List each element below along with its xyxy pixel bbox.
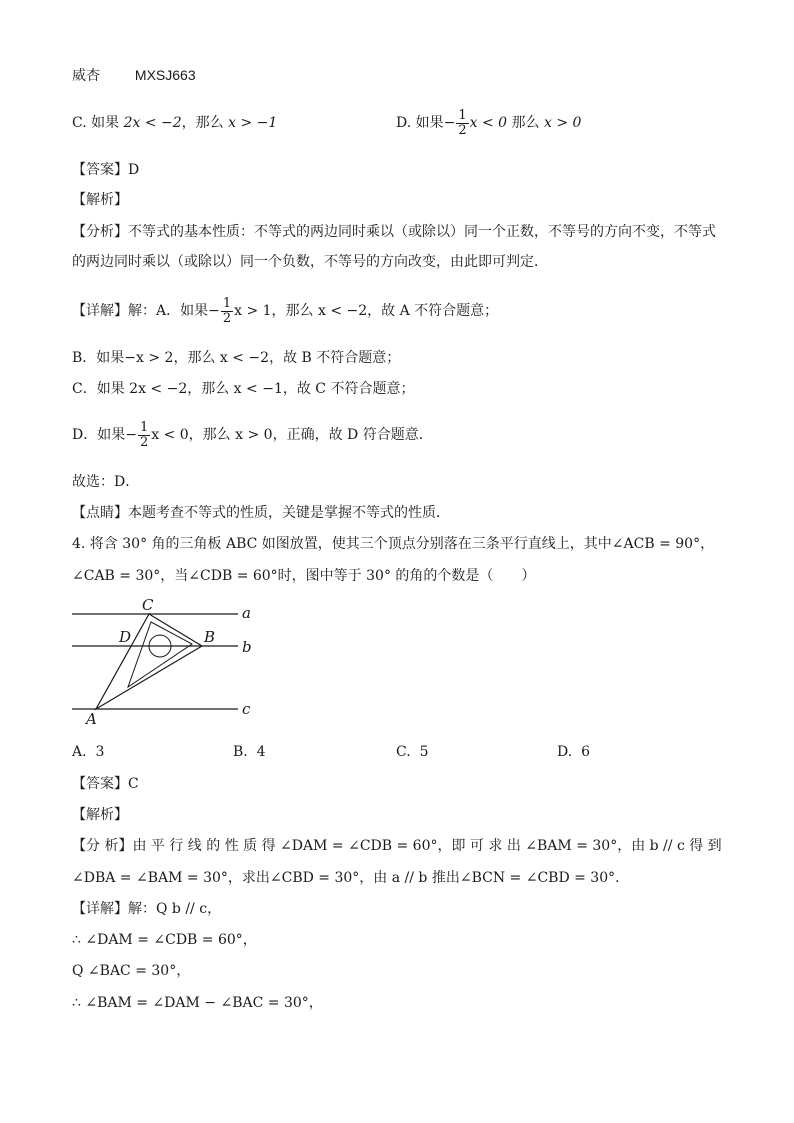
q3-detail-b: B．如果−x > 2，那么 x < −2，故 B 不符合题意； <box>72 350 401 366</box>
label-line-a: a <box>242 604 251 622</box>
q4-detail-4: ∴ ∠BAM = ∠DAM − ∠BAC = 30°， <box>72 995 323 1011</box>
q4-detail-3: Q ∠BAC = 30°， <box>72 963 191 979</box>
fraction: $\frac{1}{2}$ <box>458 107 467 138</box>
label-line-c: c <box>242 700 251 718</box>
q3-option-d: D. 如果− $\frac{1}{2}$ x < 0 那么 x > 0 <box>396 107 582 138</box>
q3-detail-d: D．如果− $\frac{1}{2}$ x < 0，那么 x > 0，正确，故 D 符合题意． <box>72 419 433 450</box>
q4-figure <box>66 592 276 728</box>
q4-analysis-tag: 【解析】 <box>72 807 128 823</box>
q4-stem-line1: 4. 将含 30° 角的三角板 ABC 如图放置，使其三个顶点分别落在三条平行直线上，其中∠ACB = 90°， <box>72 536 715 552</box>
header-code: MXSJ663 <box>134 67 196 83</box>
q3-comment: 【点睛】本题考查不等式的性质，关键是掌握不等式的性质． <box>72 505 450 521</box>
q4-option-a: A. 3 <box>72 744 105 760</box>
q3-detail-c: C．如果 2x < −2，那么 x < −1，故 C 不符合题意； <box>72 381 415 397</box>
q3-answer: 【答案】D <box>72 162 140 178</box>
q4-detail-2: ∴ ∠DAM = ∠CDB = 60°， <box>72 932 257 948</box>
q3-analysis-tag: 【解析】 <box>72 192 128 208</box>
q4-answer: 【答案】C <box>72 776 139 792</box>
q4-stem-line2: ∠CAB = 30°，当∠CDB = 60°时，图中等于 30° 的角的个数是（ ） <box>72 568 536 584</box>
label-d: D <box>119 628 132 646</box>
q4-fenxi-line2: ∠DBA = ∠BAM = 30°，求出∠CBD = 30°，由 a // b 推出∠BCN = ∠CBD = 30°． <box>72 870 630 886</box>
q4-detail-1: 【详解】解：Q b // c， <box>72 901 222 917</box>
triangle-inner <box>128 622 192 687</box>
label-b-vertex: B <box>204 628 216 646</box>
q3-choose: 故选：D． <box>72 474 140 490</box>
q4-option-c: C. 5 <box>396 744 429 760</box>
q3-detail-a: 【详解】解：A．如果− $\frac{1}{2}$ x > 1，那么 x < −2，故 A 不符合题意； <box>72 295 499 326</box>
header-author: 威杏 <box>72 68 100 84</box>
fraction: $\frac{1}{2}$ <box>222 295 232 326</box>
header <box>72 65 196 86</box>
q3-option-c: C. 如果 2x < −2，那么 x > −1 <box>72 115 278 131</box>
q4-fenxi-line1: 【分 析】由 平 行 线 的 性 质 得 ∠DAM = ∠CDB = 60°，即 可 求 出 ∠BAM = 30°，由 b // c 得 到 <box>72 838 722 854</box>
label-c-vertex: C <box>142 596 154 614</box>
fraction: $\frac{1}{2}$ <box>139 419 149 450</box>
q4-option-d: D. 6 <box>557 744 591 760</box>
label-line-b: b <box>242 638 252 656</box>
q4-option-b: B. 4 <box>233 744 266 760</box>
q3-fenxi-line1: 【分析】不等式的基本性质：不等式的两边同时乘以（或除以）同一个正数，不等号的方向不变，不等式 <box>72 224 716 240</box>
label-a-vertex: A <box>86 710 97 728</box>
q3-fenxi-line2: 的两边同时乘以（或除以）同一个负数，不等号的方向改变，由此即可判定． <box>72 254 548 270</box>
